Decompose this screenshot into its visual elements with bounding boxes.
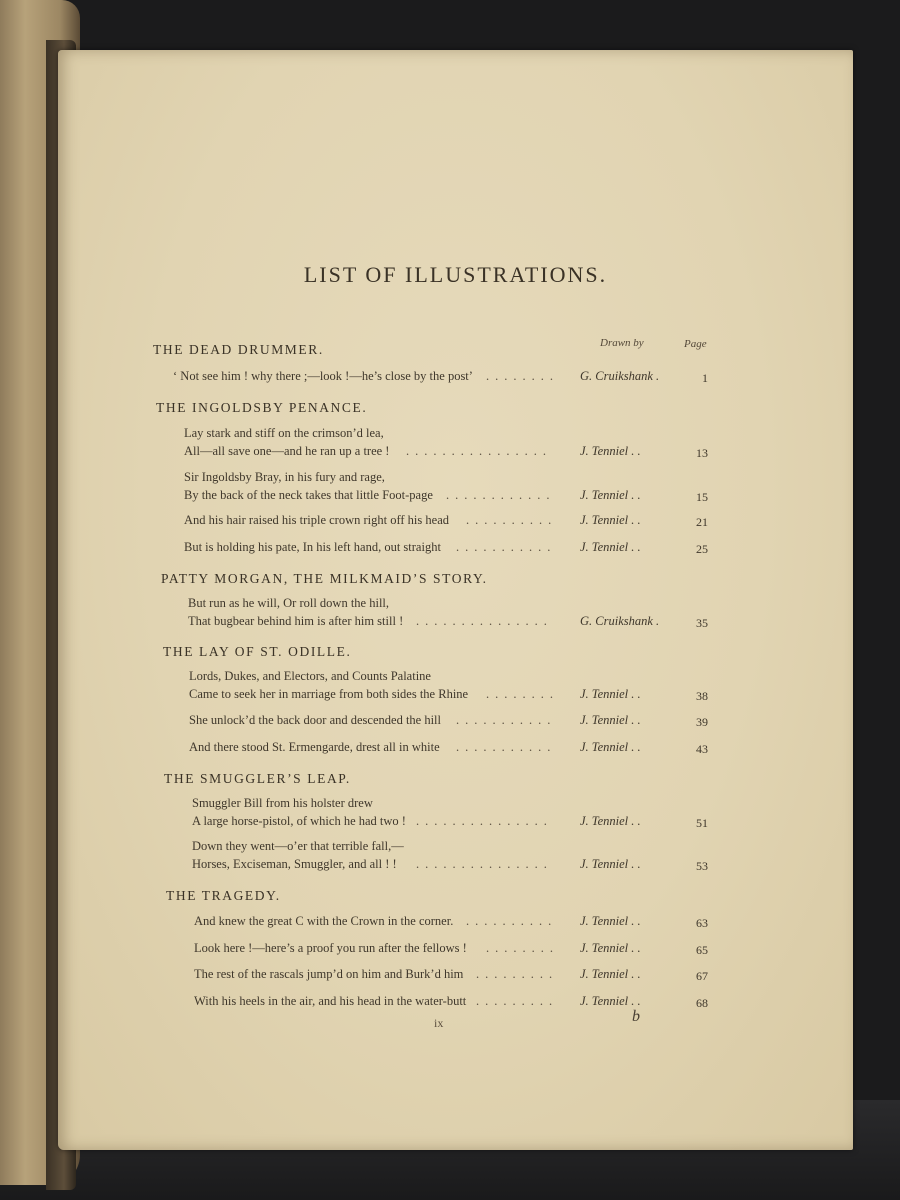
caption-line: Lords, Dukes, and Electors, and Counts Palatine — [189, 669, 431, 683]
artist-name: G. Cruikshank . — [580, 614, 660, 628]
caption-line: The rest of the rascals jump’d on him and Burk’d him — [194, 967, 464, 981]
leader-dots: ........... — [456, 740, 557, 754]
caption-line: That bugbear behind him is after him still ! — [188, 614, 404, 628]
leader-dots: ................ — [406, 444, 552, 458]
leader-dots: ............... — [416, 614, 553, 628]
caption-line: But is holding his pate, In his left hand, out straight — [184, 540, 441, 554]
section-heading: THE DEAD DRUMMER. — [153, 342, 324, 357]
section-heading: THE LAY OF ST. ODILLE. — [163, 644, 352, 659]
folio-number: ix — [434, 1016, 444, 1030]
caption-line: And his hair raised his triple crown right off his head — [184, 513, 449, 527]
caption-line: Came to seek her in marriage from both sides the Rhine — [189, 687, 469, 701]
artist-name: J. Tenniel . . — [580, 488, 641, 502]
caption-line: And knew the great C with the Crown in the corner. — [194, 914, 454, 928]
leader-dots: ........ — [486, 369, 559, 383]
leader-dots: ............ — [446, 488, 556, 502]
caption-line: ‘ Not see him ! why there ;—look !—he’s close by the post’ — [173, 369, 473, 383]
page-title: LIST OF ILLUSTRATIONS. — [303, 262, 608, 287]
caption-line: All—all save one—and he ran up a tree ! — [184, 444, 390, 458]
signature-mark: b — [632, 1008, 640, 1025]
artist-name: J. Tenniel . . — [580, 941, 641, 955]
artist-name: J. Tenniel . . — [580, 540, 641, 554]
artist-name: J. Tenniel . . — [580, 740, 641, 754]
page-number: 39 — [696, 715, 708, 729]
artist-name: J. Tenniel . . — [580, 513, 641, 527]
caption-line: A large horse-pistol, of which he had two ! — [192, 814, 406, 828]
page-number: 65 — [696, 943, 708, 957]
page-number: 43 — [696, 742, 708, 756]
leader-dots: ........ — [486, 941, 559, 955]
caption-line: Sir Ingoldsby Bray, in his fury and rage, — [184, 470, 385, 484]
page-number: 67 — [696, 969, 708, 983]
leader-dots: ........ — [486, 687, 559, 701]
page-number: 21 — [696, 515, 708, 529]
artist-name: J. Tenniel . . — [580, 857, 641, 871]
page-number: 68 — [696, 996, 708, 1010]
page-number: 51 — [696, 816, 708, 830]
section-heading: THE INGOLDSBY PENANCE. — [156, 400, 368, 415]
page-number: 13 — [696, 446, 708, 460]
section-heading: THE SMUGGLER’S LEAP. — [164, 771, 351, 786]
caption-line: Horses, Exciseman, Smuggler, and all ! ! — [192, 857, 397, 871]
caption-line: Smuggler Bill from his holster drew — [192, 796, 373, 810]
artist-name: J. Tenniel . . — [580, 967, 641, 981]
page-number: 63 — [696, 916, 708, 930]
artist-name: G. Cruikshank . — [580, 369, 660, 383]
artist-name: J. Tenniel . . — [580, 444, 641, 458]
page-number: 35 — [696, 616, 708, 630]
caption-line: She unlock’d the back door and descended the hill — [189, 713, 442, 727]
caption-line: Down they went—o’er that terrible fall,— — [192, 839, 404, 853]
leader-dots: ......... — [476, 967, 559, 981]
page-number: 1 — [702, 371, 708, 385]
page-number: 15 — [696, 490, 708, 504]
leader-dots: .......... — [466, 914, 558, 928]
artist-name: J. Tenniel . . — [580, 687, 641, 701]
caption-line: By the back of the neck takes that little Foot-page — [184, 488, 433, 502]
artist-name: J. Tenniel . . — [580, 994, 641, 1008]
leader-dots: ............... — [416, 814, 553, 828]
caption-line: Look here !—here’s a proof you run after the fellows ! — [194, 941, 467, 955]
section-heading: THE TRAGEDY. — [166, 888, 281, 903]
page-column-header: Page — [684, 338, 707, 350]
page-number: 25 — [696, 542, 708, 556]
book-page — [58, 50, 853, 1150]
page-number: 38 — [696, 689, 708, 703]
artist-name: J. Tenniel . . — [580, 814, 641, 828]
leader-dots: ........... — [456, 540, 557, 554]
artist-name: J. Tenniel . . — [580, 713, 641, 727]
leader-dots: ........... — [456, 713, 557, 727]
caption-line: Lay stark and stiff on the crimson’d lea, — [184, 426, 384, 440]
drawn-by-header: Drawn by — [600, 337, 644, 349]
caption-line: And there stood St. Ermengarde, drest all in white — [189, 740, 440, 754]
artist-name: J. Tenniel . . — [580, 914, 641, 928]
caption-line: With his heels in the air, and his head in the water-butt — [194, 994, 467, 1008]
leader-dots: ............... — [416, 857, 553, 871]
caption-line: But run as he will, Or roll down the hill, — [188, 596, 390, 610]
section-heading: PATTY MORGAN, THE MILKMAID’S STORY. — [161, 571, 488, 586]
leader-dots: ......... — [476, 994, 559, 1008]
page-number: 53 — [696, 859, 708, 873]
leader-dots: .......... — [466, 513, 558, 527]
